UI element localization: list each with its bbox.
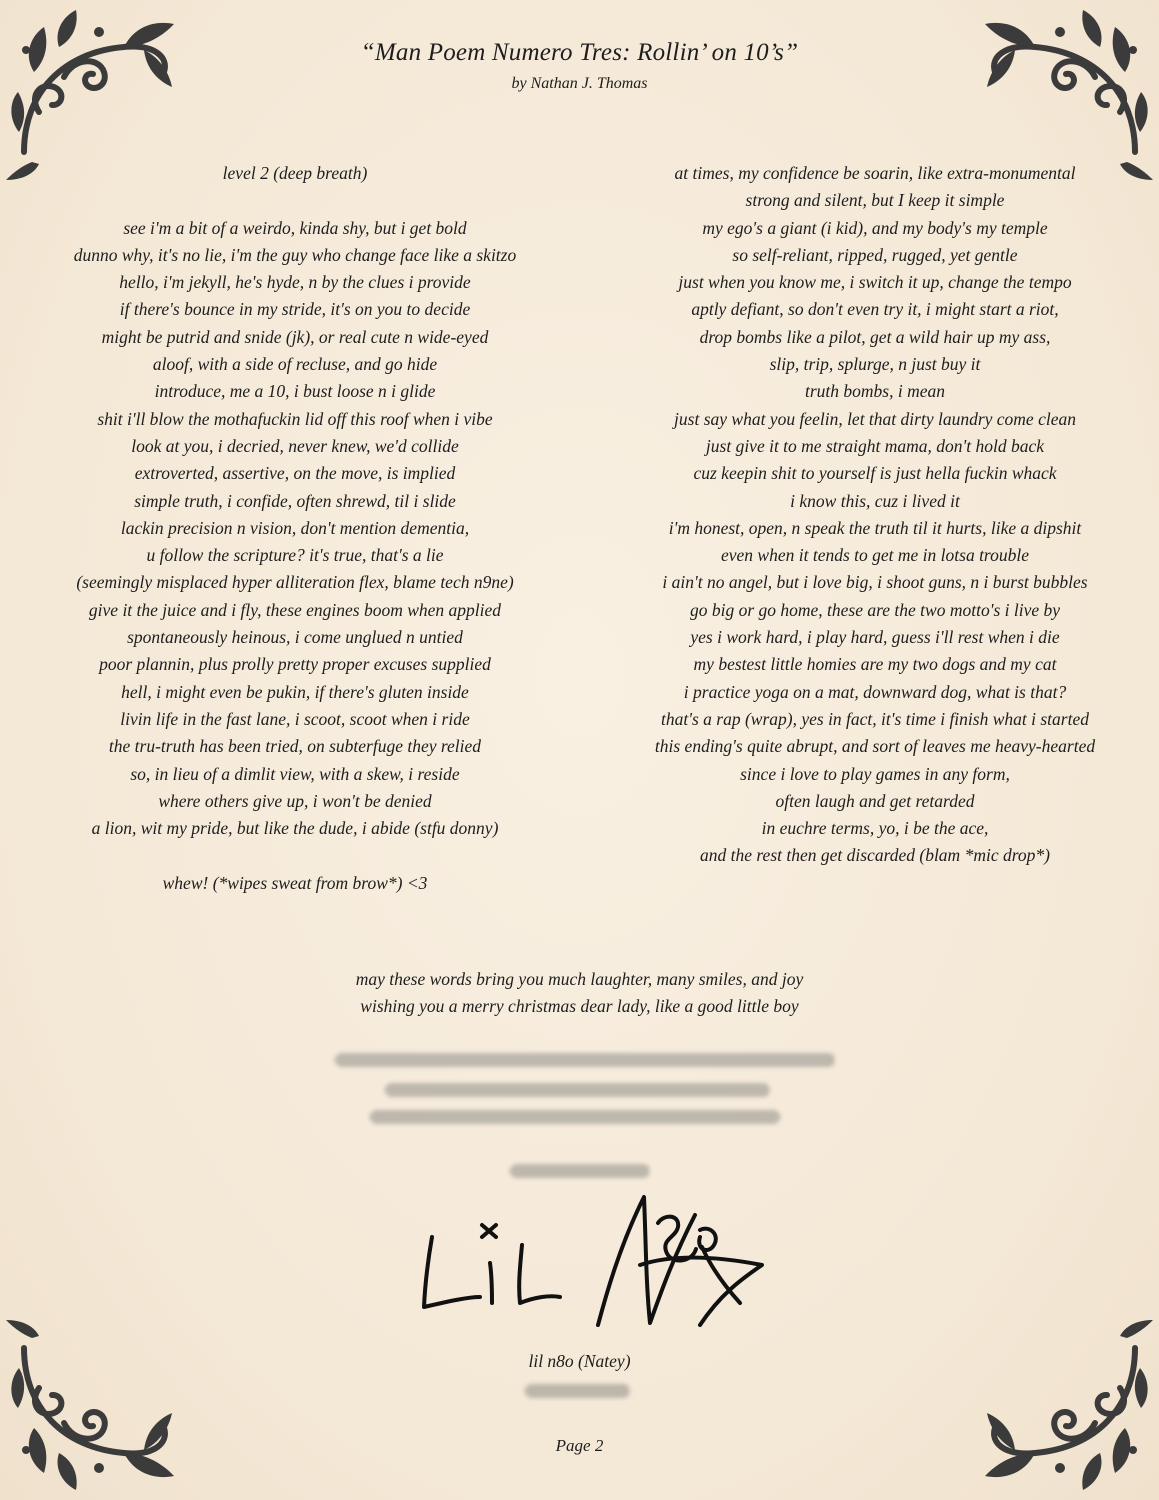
closing-dedication (0, 966, 1159, 1021)
poem-line: slip, trip, splurge, n just buy it (769, 354, 981, 375)
poem-title: “Man Poem Numero Tres: Rollin’ on 10’s” (360, 39, 799, 66)
redacted-line (525, 1384, 630, 1398)
poem-line: spontaneously heinous, i come unglued n untied (127, 627, 463, 648)
poem-line: my bestest little homies are my two dogs and my cat (693, 654, 1057, 675)
poem-line: drop bombs like a pilot, get a wild hair up my ass, (699, 326, 1051, 347)
poem-line: aptly defiant, so don't even try it, i might start a riot, (691, 299, 1059, 320)
poem-line: extroverted, assertive, on the move, is implied (134, 463, 456, 484)
signature-name: lil n8o (Natey) (528, 1351, 631, 1371)
floral-corner-bottom-right-icon (975, 1318, 1155, 1498)
stanza-heading: level 2 (deep breath) (222, 163, 368, 183)
poem-line: (seemingly misplaced hyper alliteration flex, blame tech n9ne) (76, 572, 514, 593)
poem-byline: by Nathan J. Thomas (511, 75, 648, 92)
poem-line: that's a rap (wrap), yes in fact, it's time i finish what i started (661, 708, 1089, 729)
redacted-line (385, 1083, 770, 1097)
poem-line: livin life in the fast lane, i scoot, scoot when i ride (120, 708, 470, 729)
poem-line: if there's bounce in my stride, it's on you to decide (119, 299, 471, 320)
poem-line: this ending's quite abrupt, and sort of leaves me heavy-hearted (654, 736, 1096, 757)
poem-line: truth bombs, i mean (805, 381, 945, 402)
poem-line: lackin precision n vision, don't mention dementia, (120, 517, 470, 538)
closing-line: wishing you a merry christmas dear lady, like a good little boy (360, 996, 799, 1017)
poem-line: simple truth, i confide, often shrewd, til i slide (134, 490, 456, 511)
poem-line: just when you know me, i switch it up, change the tempo (678, 272, 1072, 293)
poem-line: so self-reliant, ripped, rugged, yet gentle (732, 244, 1018, 265)
poem-line: introduce, me a 10, i bust loose n i glide (154, 381, 436, 402)
poem-line: a lion, wit my pride, but like the dude, i abide (stfu donny) (91, 818, 499, 839)
poem-line: i'm honest, open, n speak the truth til it hurts, like a dipshit (668, 517, 1082, 538)
poem-line: and the rest then get discarded (blam *mic drop*) (700, 845, 1050, 866)
poem-line: shit i'll blow the mothafuckin lid off this roof when i vibe (97, 408, 493, 429)
poem-line: poor plannin, plus prolly pretty proper excuses supplied (99, 654, 491, 675)
page-number: Page 2 (555, 1436, 604, 1455)
poem-right-column (620, 160, 1130, 870)
poem-line: hello, i'm jekyll, he's hyde, n by the clues i provide (119, 272, 471, 293)
poem-line: in euchre terms, yo, i be the ace, (761, 818, 989, 839)
poem-line: cuz keepin shit to yourself is just hella fuckin whack (693, 463, 1057, 484)
poem-line: just say what you feelin, let that dirty laundry come clean (674, 408, 1076, 429)
stanza-spacer (40, 842, 550, 869)
stanza-footer: whew! (*wipes sweat from brow*) <3 (162, 872, 428, 893)
poem-line: since i love to play games in any form, (740, 763, 1010, 784)
redacted-line (370, 1110, 780, 1124)
poem-line: yes i work hard, i play hard, guess i'll rest when i die (690, 627, 1060, 648)
poem-line: just give it to me straight mama, don't hold back (705, 435, 1045, 456)
poem-left-column (40, 160, 550, 897)
poem-line: i know this, cuz i lived it (790, 490, 960, 511)
poem-line: the tru-truth has been tried, on subterfuge they relied (108, 736, 482, 757)
closing-line: may these words bring you much laughter, many smiles, and joy (355, 969, 804, 989)
poem-line: strong and silent, but I keep it simple (745, 190, 1005, 211)
poem-line: aloof, with a side of recluse, and go hide (152, 354, 438, 375)
poem-line: u follow the scripture? it's true, that's a lie (146, 545, 444, 566)
poem-line: where others give up, i won't be denied (158, 790, 432, 811)
stanza-spacer (40, 187, 550, 214)
poem-line: even when it tends to get me in lotsa trouble (721, 545, 1029, 566)
poem-line: hell, i might even be pukin, if there's gluten inside (121, 681, 469, 702)
poem-line: go big or go home, these are the two motto's i live by (689, 599, 1061, 620)
redacted-line (335, 1053, 835, 1067)
poem-line: my ego's a giant (i kid), and my body's my temple (702, 217, 1048, 238)
poem-line: often laugh and get retarded (775, 790, 975, 811)
poem-line: so, in lieu of a dimlit view, with a skew, i reside (130, 763, 460, 784)
handwritten-signature (410, 1185, 770, 1335)
poem-line: look at you, i decried, never knew, we'd collide (131, 435, 459, 456)
poem-line: give it the juice and i fly, these engines boom when applied (88, 599, 502, 620)
poem-line: dunno why, it's no lie, i'm the guy who change face like a skitzo (73, 244, 517, 265)
redacted-line (510, 1164, 650, 1178)
floral-corner-bottom-left-icon (4, 1318, 184, 1498)
poem-line: see i'm a bit of a weirdo, kinda shy, but i get bold (123, 217, 467, 238)
poem-line: might be putrid and snide (jk), or real cute n wide-eyed (101, 326, 489, 347)
poem-line: i practice yoga on a mat, downward dog, what is that? (683, 681, 1067, 702)
poem-line: i ain't no angel, but i love big, i shoot guns, n i burst bubbles (662, 572, 1088, 593)
poem-line: at times, my confidence be soarin, like extra-monumental (674, 163, 1076, 183)
